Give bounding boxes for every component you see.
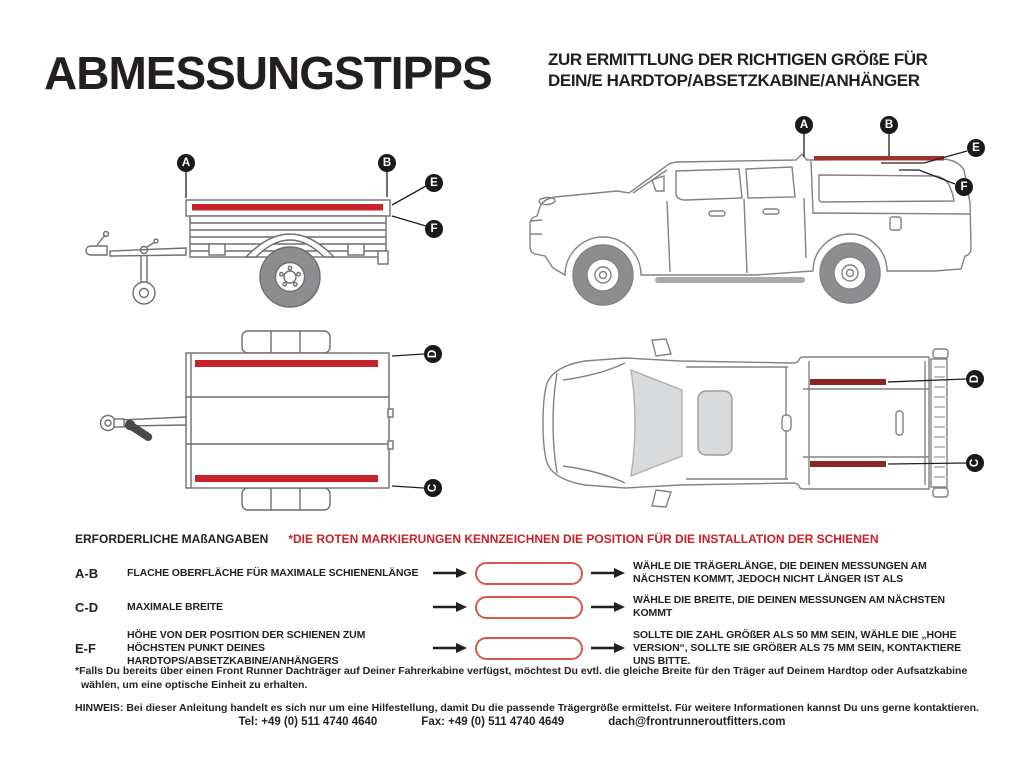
bed-rail-marking-red-bottom	[810, 461, 886, 467]
truck-top-view-illustration	[530, 325, 1000, 520]
measure-instruction-e-f: SOLLTE DIE ZAHL GRÖßER ALS 50 MM SEIN, WÄHLE DIE „HOHE VERSION“, SOLLTE SIE GRÖßER ALS 75 MM SEIN, KONTAKTIERE UNS BITTE.	[633, 628, 962, 667]
marker-a-label: A	[799, 119, 809, 131]
running-board	[655, 277, 805, 283]
cab-front-window	[676, 169, 742, 200]
arrow-right-icon	[589, 602, 627, 612]
arrow-right-icon	[431, 568, 469, 578]
marker-e-label: E	[972, 142, 980, 154]
red-markings-note: *DIE ROTEN MARKIERUNGEN KENNZEICHNEN DIE POSITION FÜR DIE INSTALLATION DER SCHIENEN	[288, 532, 879, 546]
measure-instruction-c-d: WÄHLE DIE BREITE, DIE DEINEN MESSUNGEN AM NÄCHSTEN KOMMT	[633, 594, 945, 620]
marker-f-label: F	[960, 181, 968, 193]
measure-label-e-f: HÖHE VON DER POSITION DER SCHIENEN ZUM HÖCHSTEN PUNKT DEINES HARDTOPS/ABSETZKABINE/ANHÄNGERS	[127, 628, 366, 667]
marker-a-label: A	[181, 157, 191, 169]
measure-label-c-d: MAXIMALE BREITE	[127, 600, 223, 613]
phone-number: Tel: +49 (0) 511 4740 4640	[238, 716, 378, 728]
contact-footer	[0, 716, 1024, 728]
leader-lines	[392, 354, 424, 488]
rail-marking-red	[192, 204, 383, 211]
measure-instruction-a-b: WÄHLE DIE TRÄGERLÄNGE, DIE DEINEN MESSUNGEN AM NÄCHSTEN KOMMT, JEDOCH NICHT LÄNGER IST ALS	[633, 560, 927, 586]
hinweis-text: HINWEIS: Bei dieser Anleitung handelt es sich nur um eine Hilfestellung, damit Du die passende Trägergröße ermittelst. Für weitere Informationen kannst Du uns gerne kontaktieren.	[75, 701, 979, 714]
rail-marking-red-top	[195, 360, 378, 367]
measure-code-e-f: E-F	[75, 640, 96, 656]
arrow-right-icon	[431, 643, 469, 653]
marker-f-label: F	[430, 223, 438, 235]
marker-c-label: C	[427, 483, 439, 493]
arrow-right-icon	[589, 643, 627, 653]
arrow-right-icon	[431, 602, 469, 612]
markers	[966, 370, 984, 472]
cab-rear-window	[746, 167, 795, 198]
marker-b-label: B	[382, 157, 392, 169]
trailer-fender-bottom	[242, 488, 330, 510]
section-label: ERFORDERLICHE MAßANGABEN	[75, 532, 269, 546]
trailer-fender-top	[242, 331, 330, 353]
truck-body-top	[543, 357, 929, 489]
jockey-wheel	[133, 282, 155, 304]
markers	[424, 345, 442, 497]
rear-wheel	[820, 243, 880, 303]
page-subtitle	[548, 50, 928, 91]
measure-label-a-b: FLACHE OBERFLÄCHE FÜR MAXIMALE SCHIENENLÄNGE	[127, 566, 419, 579]
hardtop-window	[819, 175, 954, 202]
page-title: ABMESSUNGSTIPPS	[44, 47, 492, 99]
measurement-row-c-d	[75, 594, 965, 620]
measurement-field-c-d[interactable]	[475, 596, 583, 619]
subtitle-line-1: ZUR ERMITTLUNG DER RICHTIGEN GRÖßE FÜR	[548, 50, 928, 69]
trailer-top-view-illustration	[40, 325, 460, 525]
side-mirror-right	[652, 339, 671, 356]
measurement-field-e-f[interactable]	[475, 637, 583, 660]
subtitle-line-2: DEIN/E HARDTOP/ABSETZKABINE/ANHÄNGER	[548, 70, 920, 90]
marker-d-label: D	[427, 349, 439, 359]
marker-c-label: C	[969, 458, 981, 468]
trailer-coupler	[101, 416, 116, 431]
trailer-side-view-illustration	[40, 135, 460, 325]
arrow-right-icon	[589, 568, 627, 578]
tailgate	[931, 359, 947, 487]
sunroof	[698, 391, 732, 455]
front-wheel	[573, 245, 633, 305]
trailer-body-top	[186, 353, 389, 488]
measure-code-a-b: A-B	[75, 565, 99, 581]
marker-b-label: B	[884, 119, 894, 131]
bed-rail-marking-red-top	[810, 379, 886, 385]
measurement-row-a-b	[75, 560, 965, 586]
fax-number: Fax: +49 (0) 511 4740 4649	[421, 716, 565, 728]
measurement-row-e-f	[75, 629, 965, 668]
truck-side-view-illustration	[515, 108, 1005, 308]
hardtop-rail-marking-red	[814, 156, 944, 161]
email-address: dach@frontrunneroutfitters.com	[608, 716, 786, 728]
marker-e-label: E	[430, 177, 438, 189]
rail-marking-red-bottom	[195, 475, 378, 482]
measurement-section	[75, 532, 965, 668]
marker-d-label: D	[969, 374, 981, 384]
measurement-field-a-b[interactable]	[475, 562, 583, 585]
trailer-coupler	[86, 246, 107, 255]
side-mirror-left	[652, 490, 671, 507]
footnote-text: *Falls Du bereits über einen Front Runner Dachträger auf Deiner Fahrerkabine verfügst, möchtest Du evtl. die gleiche Breite für den Träger auf Deinem Hardtop oder Aufsatzkabine wählen, um eine optische Einheit zu erhalten.	[75, 664, 968, 691]
measure-code-c-d: C-D	[75, 599, 99, 615]
